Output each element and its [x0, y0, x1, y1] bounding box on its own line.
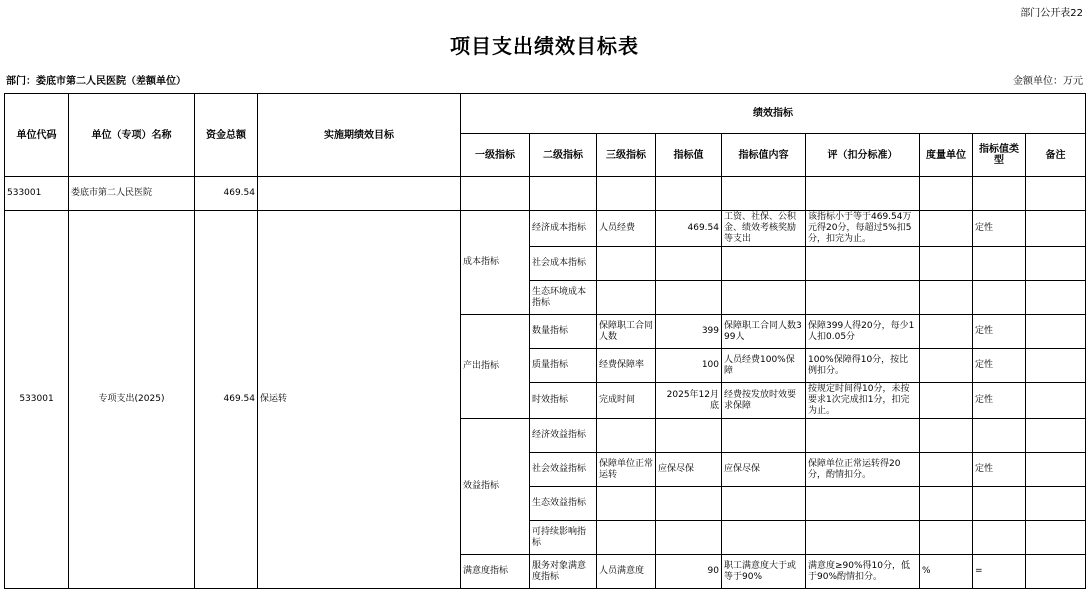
content-cell [722, 487, 806, 521]
scoring-cell [806, 247, 920, 281]
group-output: 产出指标 [461, 315, 530, 419]
level3-cell: 保障职工合同人数 [597, 315, 656, 349]
measure-cell: % [920, 555, 973, 589]
scoring-cell [806, 419, 920, 453]
header-unit-code: 单位代码 [5, 94, 69, 177]
header-remark: 备注 [1026, 134, 1086, 177]
content-cell: 经费按发放时效要求保障 [722, 383, 806, 419]
value-cell: 应保尽保 [656, 453, 722, 487]
page-title: 项目支出绩效目标表 [450, 34, 639, 58]
measure-cell [920, 211, 973, 247]
vtype-cell [973, 521, 1026, 555]
header-unit-name: 单位（专项）名称 [69, 94, 195, 177]
value-cell [656, 487, 722, 521]
vtype-cell [973, 247, 1026, 281]
content-cell: 应保尽保 [722, 453, 806, 487]
level3-cell [597, 419, 656, 453]
content-cell [722, 521, 806, 555]
project-code: 533001 [5, 211, 69, 589]
vtype-cell [973, 487, 1026, 521]
header-level2: 二级指标 [530, 134, 597, 177]
scoring-cell: 该指标小于等于469.54万元得20分，每超过5%扣5分，扣完为止。 [806, 211, 920, 247]
scoring-cell: 100%保障得10分，按比例扣分。 [806, 349, 920, 383]
value-cell: 90 [656, 555, 722, 589]
remark-cell [1026, 315, 1086, 349]
level2-cell: 生态环境成本指标 [530, 281, 597, 315]
value-cell: 469.54 [656, 211, 722, 247]
value-cell [656, 419, 722, 453]
header-level1: 一级指标 [461, 134, 530, 177]
measure-cell [920, 315, 973, 349]
summary-goal [258, 177, 461, 211]
department-label: 部门：娄底市第二人民医院（差额单位） [6, 76, 186, 87]
value-cell: 2025年12月底 [656, 383, 722, 419]
form-number: 部门公开表22 [1020, 8, 1083, 19]
amount-unit-label: 金额单位：万元 [1013, 76, 1083, 87]
level3-cell: 人员满意度 [597, 555, 656, 589]
level2-cell: 时效指标 [530, 383, 597, 419]
project-name: 专项支出(2025) [69, 211, 195, 589]
content-cell [722, 281, 806, 315]
level3-cell [597, 487, 656, 521]
content-cell: 工资、社保、公积金、绩效考核奖励等支出 [722, 211, 806, 247]
content-cell [722, 247, 806, 281]
scoring-cell: 保障单位正常运转得20分，酌情扣分。 [806, 453, 920, 487]
remark-cell [1026, 521, 1086, 555]
measure-cell [920, 521, 973, 555]
level2-cell: 经济成本指标 [530, 211, 597, 247]
project-goal: 保运转 [258, 211, 461, 589]
level2-cell: 社会效益指标 [530, 453, 597, 487]
level3-cell: 完成时间 [597, 383, 656, 419]
header-level3: 三级指标 [597, 134, 656, 177]
content-cell: 职工满意度大于或等于90% [722, 555, 806, 589]
scoring-cell: 满意度≥90%得10分，低于90%酌情扣分。 [806, 555, 920, 589]
remark-cell [1026, 487, 1086, 521]
remark-cell [1026, 453, 1086, 487]
performance-table [4, 93, 1086, 589]
level2-cell: 生态效益指标 [530, 487, 597, 521]
remark-cell [1026, 349, 1086, 383]
summary-name: 娄底市第二人民医院 [69, 177, 195, 211]
value-cell: 100 [656, 349, 722, 383]
remark-cell [1026, 383, 1086, 419]
content-cell: 人员经费100%保障 [722, 349, 806, 383]
header-target-content: 指标值内容 [722, 134, 806, 177]
level3-cell [597, 247, 656, 281]
level2-cell: 可持续影响指标 [530, 521, 597, 555]
level2-cell: 数量指标 [530, 315, 597, 349]
header-period-goal: 实施期绩效目标 [258, 94, 461, 177]
remark-cell [1026, 211, 1086, 247]
value-cell [656, 521, 722, 555]
level3-cell: 保障单位正常运转 [597, 453, 656, 487]
remark-cell [1026, 247, 1086, 281]
scoring-cell [806, 487, 920, 521]
scoring-cell [806, 521, 920, 555]
level2-cell: 经济效益指标 [530, 419, 597, 453]
project-amount: 469.54 [195, 211, 258, 589]
summary-amount: 469.54 [195, 177, 258, 211]
header-performance-indicators: 绩效指标 [461, 94, 1086, 134]
header-target-value: 指标值 [656, 134, 722, 177]
remark-cell [1026, 419, 1086, 453]
level3-cell [597, 281, 656, 315]
vtype-cell: 定性 [973, 315, 1026, 349]
group-cost: 成本指标 [461, 211, 530, 315]
group-satisfaction: 满意度指标 [461, 555, 530, 589]
content-cell [722, 419, 806, 453]
measure-cell [920, 281, 973, 315]
header-scoring: 评（扣分标准） [806, 134, 920, 177]
content-cell: 保障职工合同人数399人 [722, 315, 806, 349]
scoring-cell: 保障399人得20分，每少1人扣0.05分 [806, 315, 920, 349]
group-benefit: 效益指标 [461, 419, 530, 555]
level3-cell: 经费保障率 [597, 349, 656, 383]
value-cell [656, 281, 722, 315]
remark-cell [1026, 555, 1086, 589]
header-total-funds: 资金总额 [195, 94, 258, 177]
measure-cell [920, 383, 973, 419]
vtype-cell: 定性 [973, 211, 1026, 247]
vtype-cell [973, 419, 1026, 453]
level3-cell: 人员经费 [597, 211, 656, 247]
measure-cell [920, 349, 973, 383]
vtype-cell: 定性 [973, 453, 1026, 487]
measure-cell [920, 487, 973, 521]
level3-cell [597, 521, 656, 555]
level2-cell: 质量指标 [530, 349, 597, 383]
summary-row [5, 177, 1086, 211]
level2-cell: 服务对象满意度指标 [530, 555, 597, 589]
vtype-cell [973, 281, 1026, 315]
measure-cell [920, 247, 973, 281]
measure-cell [920, 419, 973, 453]
vtype-cell: = [973, 555, 1026, 589]
scoring-cell [806, 281, 920, 315]
table-row [5, 211, 1086, 247]
measure-cell [920, 453, 973, 487]
scoring-cell: 按规定时间得10分，未按要求1次完成扣1分，扣完为止。 [806, 383, 920, 419]
value-cell: 399 [656, 315, 722, 349]
value-cell [656, 247, 722, 281]
level2-cell: 社会成本指标 [530, 247, 597, 281]
header-value-type: 指标值类型 [973, 134, 1026, 177]
vtype-cell: 定性 [973, 383, 1026, 419]
summary-code: 533001 [5, 177, 69, 211]
header-measure-unit: 度量单位 [920, 134, 973, 177]
vtype-cell: 定性 [973, 349, 1026, 383]
remark-cell [1026, 281, 1086, 315]
